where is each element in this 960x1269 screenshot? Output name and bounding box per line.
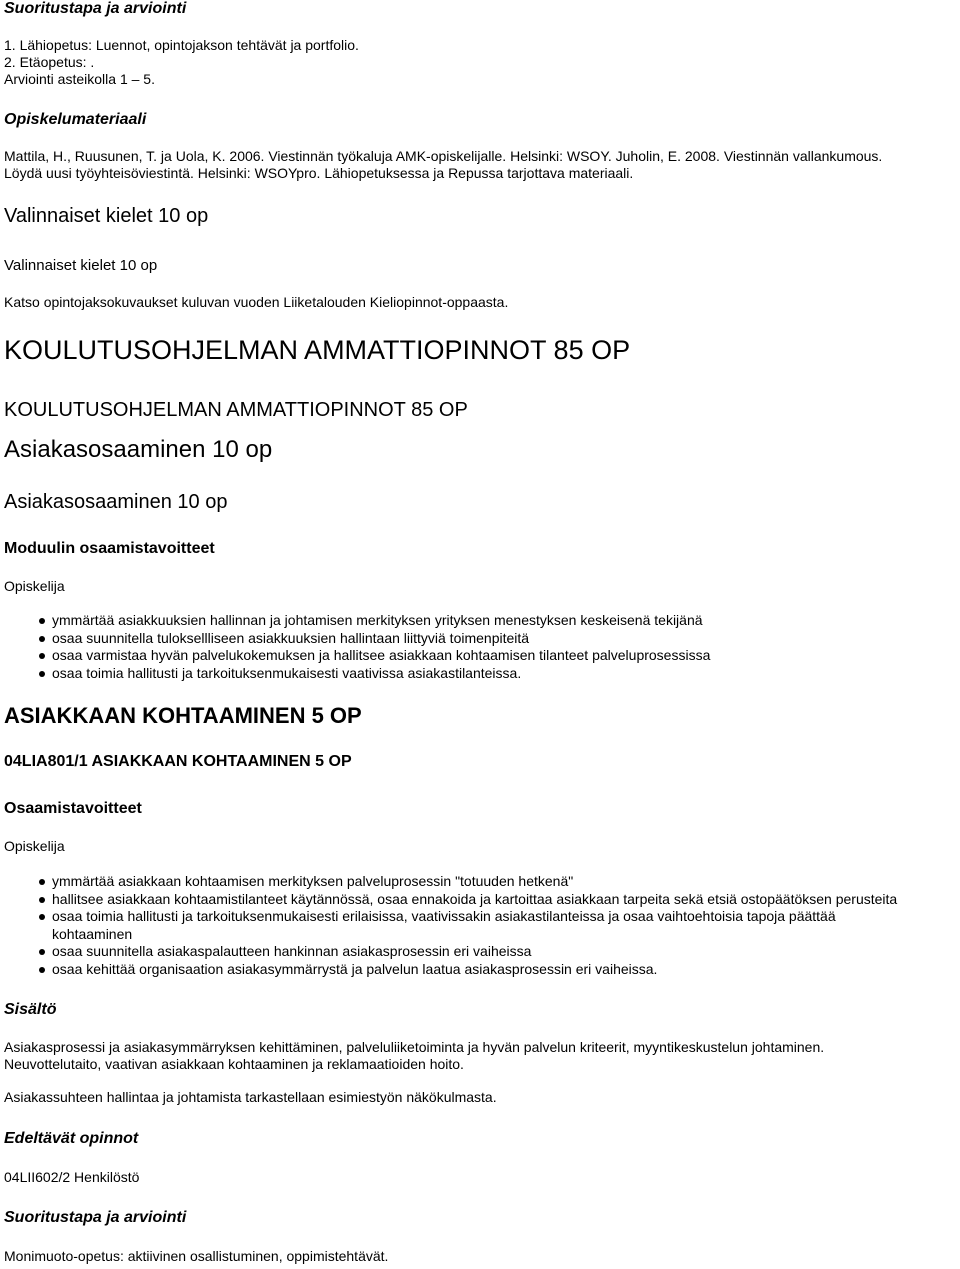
- list-item: hallitsee asiakkaan kohtaamistilanteet käytännössä, osaa ennakoida ja kartoittaa asiakkaan tarpeita sekä etsiä ostopäätöksen perusteita: [0, 891, 960, 909]
- heading-valinnaiset-kielet: Valinnaiset kielet 10 op: [4, 205, 209, 227]
- list-item: osaa toimia hallitusti ja tarkoituksenmukaisesti vaativissa asiakastilanteissa.: [0, 665, 960, 683]
- list-asiakasosaaminen-tavoitteet: [0, 612, 960, 682]
- list-item: ymmärtää asiakkaan kohtaamisen merkityksen palveluprosessin "totuuden hetkenä": [0, 873, 960, 891]
- list-item: osaa suunnitella tuloksellliseen asiakkuuksien hallintaan liittyviä toimenpiteitä: [0, 630, 960, 648]
- suoritustapa-2-text: Monimuoto-opetus: aktiivinen osallistuminen, oppimistehtävät.: [4, 1248, 389, 1264]
- section-heading-suoritustapa-2: Suoritustapa ja arviointi: [4, 1209, 187, 1226]
- section-heading-opiskelumateriaali: Opiskelumateriaali: [4, 111, 147, 128]
- list-item-text: osaa toimia hallitusti ja tarkoituksenmukaisesti erilaisissa, vaativissakin asiakastilanteissa ja osaa vaihtoehtoisia tapoja päättää: [52, 908, 836, 924]
- list-item: osaa suunnitella asiakaspalautteen hankinnan asiakasprosessin eri vaiheissa: [0, 943, 960, 961]
- list-item: osaa kehittää organisaation asiakasymmärrystä ja palvelun laatua asiakasprosessin eri vaiheissa.: [0, 961, 960, 979]
- list-item: osaa varmistaa hyvän palvelukokemuksen ja hallitsee asiakkaan kohtaamisen tilanteet palveluprosessissa: [0, 647, 960, 665]
- heading-ammattiopinnot: KOULUTUSOHJELMAN AMMATTIOPINNOT 85 OP: [4, 335, 631, 365]
- sisalto-extra-text: Asiakassuhteen hallintaa ja johtamista tarkastellaan esimiestyön näkökulmasta.: [4, 1089, 497, 1105]
- text-line: 1. Lähiopetus: Luennot, opintojakson tehtävät ja portfolio.: [4, 37, 359, 53]
- sisalto-text: [4, 1039, 824, 1073]
- subheading-04lia801: 04LIA801/1 ASIAKKAAN KOHTAAMINEN 5 OP: [4, 753, 352, 770]
- text-line: Asiakasprosessi ja asiakasymmärryksen kehittäminen, palveluliiketoiminta ja hyvän palvelun kriteerit, myyntikeskustelun johtaminen.: [4, 1039, 825, 1055]
- list-kohtaaminen-tavoitteet: [0, 873, 960, 978]
- suoritustapa-text: [4, 37, 359, 88]
- valinnaiset-text: Katso opintojaksokuvaukset kuluvan vuoden Liiketalouden Kieliopinnot-oppaasta.: [4, 294, 509, 310]
- section-heading-suoritustapa: Suoritustapa ja arviointi: [4, 0, 187, 17]
- heading-asiakasosaaminen: Asiakasosaaminen 10 op: [4, 436, 273, 463]
- edeltavat-text: 04LII602/2 Henkilöstö: [4, 1169, 140, 1185]
- heading-osaamistavoitteet: Osaamistavoitteet: [4, 800, 142, 817]
- text-line: Löydä uusi työyhteisöviestintä. Helsinki: WSOYpro. Lähiopetuksessa ja Repussa tarjottava materiaali.: [4, 165, 634, 181]
- heading-asiakkaan-kohtaaminen: ASIAKKAAN KOHTAAMINEN 5 OP: [4, 703, 362, 728]
- text-line: Neuvottelutaito, vaativan asiakkaan kohtaaminen ja reklamaatioiden hoito.: [4, 1056, 464, 1072]
- subheading-ammattiopinnot: KOULUTUSOHJELMAN AMMATTIOPINNOT 85 OP: [4, 399, 468, 421]
- lead-opiskelija: Opiskelija: [4, 838, 65, 854]
- section-heading-sisalto: Sisältö: [4, 1001, 57, 1018]
- text-line: Mattila, H., Ruusunen, T. ja Uola, K. 2006. Viestinnän työkaluja AMK-opiskelijalle. Helsinki: WSOY. Juholin, E. 2008. Viestinnän vallankumous.: [4, 148, 883, 164]
- subheading-asiakasosaaminen: Asiakasosaaminen 10 op: [4, 491, 228, 513]
- lead-opiskelija: Opiskelija: [4, 578, 65, 594]
- list-item: [0, 908, 960, 943]
- text-line: Arviointi asteikolla 1 – 5.: [4, 71, 155, 87]
- text-line: 2. Etäopetus: .: [4, 54, 95, 70]
- heading-moduulin-osaamistavoitteet: Moduulin osaamistavoitteet: [4, 540, 215, 557]
- materiaali-text: [4, 148, 882, 182]
- list-item: ymmärtää asiakkuuksien hallinnan ja johtamisen merkityksen yrityksen menestyksen keskeisenä tekijänä: [0, 612, 960, 630]
- section-heading-edeltavat-opinnot: Edeltävät opinnot: [4, 1130, 139, 1147]
- list-item-text-continued: kohtaaminen: [52, 925, 133, 942]
- subheading-valinnaiset-kielet: Valinnaiset kielet 10 op: [4, 257, 158, 274]
